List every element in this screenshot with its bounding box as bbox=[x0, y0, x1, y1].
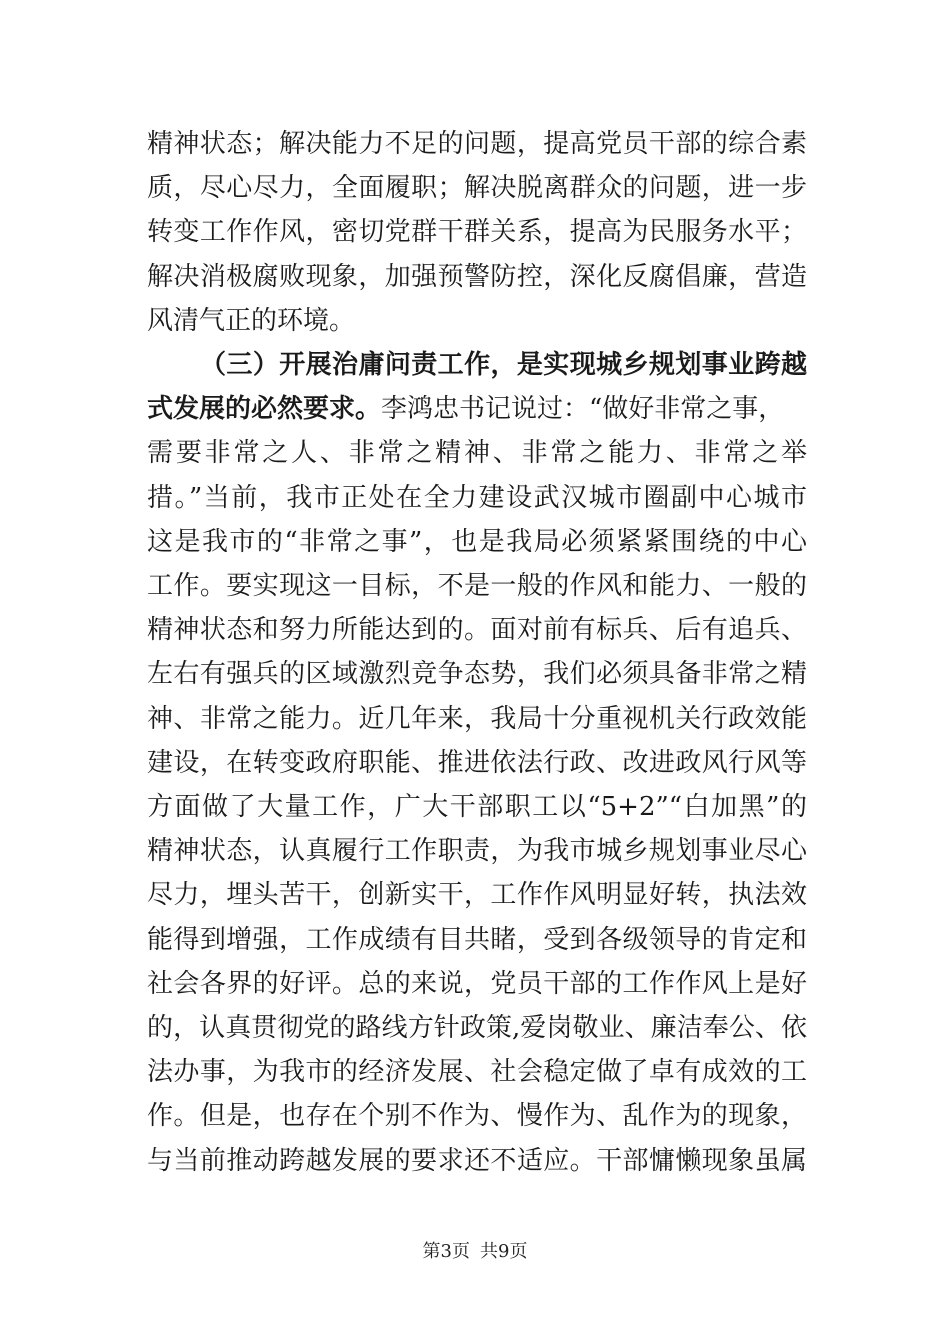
paragraph-line: 工作。要实现这一目标，不是一般的作风和能力、一般的 bbox=[147, 571, 807, 601]
section-heading-line: （三）开展治庸问责工作，是实现城乡规划事业跨越 bbox=[200, 350, 807, 380]
paragraph-line: 方面做了大量工作，广大干部职工以“5+2”“白加黑”的 bbox=[147, 792, 807, 822]
quote-intro: 李鸿忠书记说过：“做好非常之事， bbox=[381, 394, 785, 424]
paragraph-line: 转变工作作风，密切党群干群关系，提高为民服务水平； bbox=[147, 217, 807, 247]
page-total: 共9页 bbox=[480, 1241, 528, 1262]
paragraph-line: 社会各界的好评。总的来说，党员干部的工作作风上是好 bbox=[147, 969, 807, 999]
page-number: 第3页 bbox=[422, 1241, 470, 1262]
paragraph-line: 的，认真贯彻党的路线方针政策,爱岗敬业、廉洁奉公、依 bbox=[147, 1013, 807, 1043]
paragraph-line: 质，尽心尽力，全面履职；解决脱离群众的问题，进一步 bbox=[147, 173, 807, 203]
paragraph-line: 需要非常之人、非常之精神、非常之能力、非常之举 bbox=[147, 438, 807, 468]
paragraph-line: 措。”当前，我市正处在全力建设武汉城市圈副中心城市 bbox=[147, 483, 807, 513]
paragraph-line: 风清气正的环境。 bbox=[147, 306, 356, 336]
paragraph-line: 尽力，埋头苦干，创新实干，工作作风明显好转，执法效 bbox=[147, 880, 807, 910]
paragraph-line: 法办事，为我市的经济发展、社会稳定做了卓有成效的工 bbox=[147, 1057, 807, 1087]
page-footer bbox=[0, 1240, 950, 1264]
mixed-line bbox=[147, 392, 807, 426]
paragraph-line: 建设，在转变政府职能、推进依法行政、改进政风行风等 bbox=[147, 748, 807, 778]
paragraph-line: 精神状态，认真履行工作职责，为我市城乡规划事业尽心 bbox=[147, 836, 807, 866]
paragraph-line: 与当前推动跨越发展的要求还不适应。干部慵懒现象虽属 bbox=[147, 1146, 807, 1176]
paragraph-line: 精神状态和努力所能达到的。面对前有标兵、后有追兵、 bbox=[147, 615, 807, 645]
paragraph-line: 左右有强兵的区域激烈竞争态势，我们必须具备非常之精 bbox=[147, 659, 807, 689]
paragraph-line: 精神状态；解决能力不足的问题，提高党员干部的综合素 bbox=[147, 129, 807, 159]
paragraph-line: 能得到增强，工作成绩有目共睹，受到各级领导的肯定和 bbox=[147, 925, 807, 955]
paragraph-line: 这是我市的“非常之事”，也是我局必须紧紧围绕的中心 bbox=[147, 527, 807, 557]
paragraph-line: 解决消极腐败现象，加强预警防控，深化反腐倡廉，营造 bbox=[147, 262, 807, 292]
paragraph-line: 作。但是，也存在个别不作为、慢作为、乱作为的现象， bbox=[147, 1101, 807, 1131]
paragraph-line: 神、非常之能力。近几年来，我局十分重视机关行政效能 bbox=[147, 704, 807, 734]
section-heading-tail: 式发展的必然要求。 bbox=[147, 394, 382, 424]
